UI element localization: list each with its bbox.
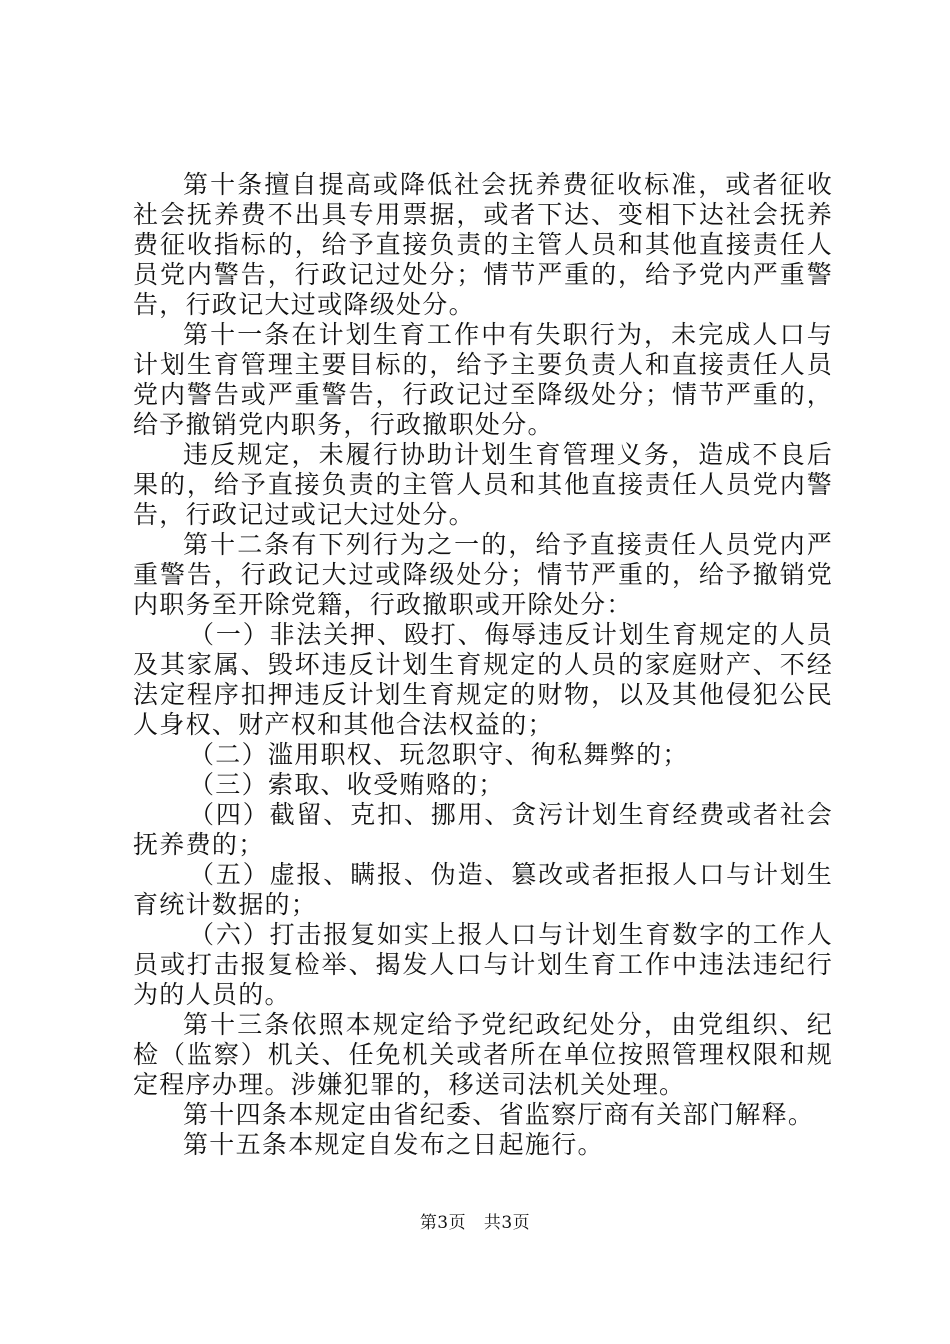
article-12-item-6: （六）打击报复如实上报人口与计划生育数字的工作人员或打击报复检举、揭发人口与计划生育工作中违法违纪行为的人员的。 [133,920,833,1009]
article-14-paragraph: 第十四条本规定由省纪委、省监察厅商有关部门解释。 [183,1100,815,1129]
article-12-paragraph: 第十二条有下列行为之一的，给予直接责任人员党内严重警告，行政记大过或降级处分；情节严重的，给予撤销党内职务至开除党籍，行政撤职或开除处分： [133,530,833,619]
article-12-item-3: （三）索取、收受贿赂的； [189,770,505,799]
article-11-paragraph: 第十一条在计划生育工作中有失职行为，未完成人口与计划生育管理主要目标的，给予主要负责人和直接责任人员党内警告或严重警告，行政记过至降级处分；情节严重的，给予撤销党内职务，行政撤职处分。 [133,320,833,439]
article-11-supplement-paragraph: 违反规定，未履行协助计划生育管理义务，造成不良后果的，给予直接负责的主管人员和其他直接责任人员党内警告，行政记过或记大过处分。 [133,440,833,529]
total-pages: 共3页 [483,1213,531,1233]
article-12-item-5: （五）虚报、瞒报、伪造、篡改或者拒报人口与计划生育统计数据的； [133,860,833,919]
article-12-item-2: （二）滥用职权、玩忽职守、徇私舞弊的； [189,740,689,769]
article-12-item-1: （一）非法关押、殴打、侮辱违反计划生育规定的人员及其家属、毁坏违反计划生育规定的人员的家庭财产、不经法定程序扣押违反计划生育规定的财物，以及其他侵犯公民人身权、财产权和其他合法权益的； [133,620,833,739]
article-13-paragraph: 第十三条依照本规定给予党纪政纪处分，由党组织、纪检（监察）机关、任免机关或者所在单位按照管理权限和规定程序办理。涉嫌犯罪的，移送司法机关处理。 [133,1010,833,1099]
page-number: 第3页 [419,1213,467,1233]
article-15-paragraph: 第十五条本规定自发布之日起施行。 [183,1130,604,1159]
article-10-paragraph: 第十条擅自提高或降低社会抚养费征收标准，或者征收社会抚养费不出具专用票据，或者下达、变相下达社会抚养费征收指标的，给予直接负责的主管人员和其他直接责任人员党内警告，行政记过处分；情节严重的，给予党内严重警告，行政记大过或降级处分。 [133,170,833,319]
article-12-item-4: （四）截留、克扣、挪用、贪污计划生育经费或者社会抚养费的； [133,800,833,859]
footer-separator [472,1212,478,1234]
page-footer [0,1212,950,1234]
document-body [133,170,833,1160]
